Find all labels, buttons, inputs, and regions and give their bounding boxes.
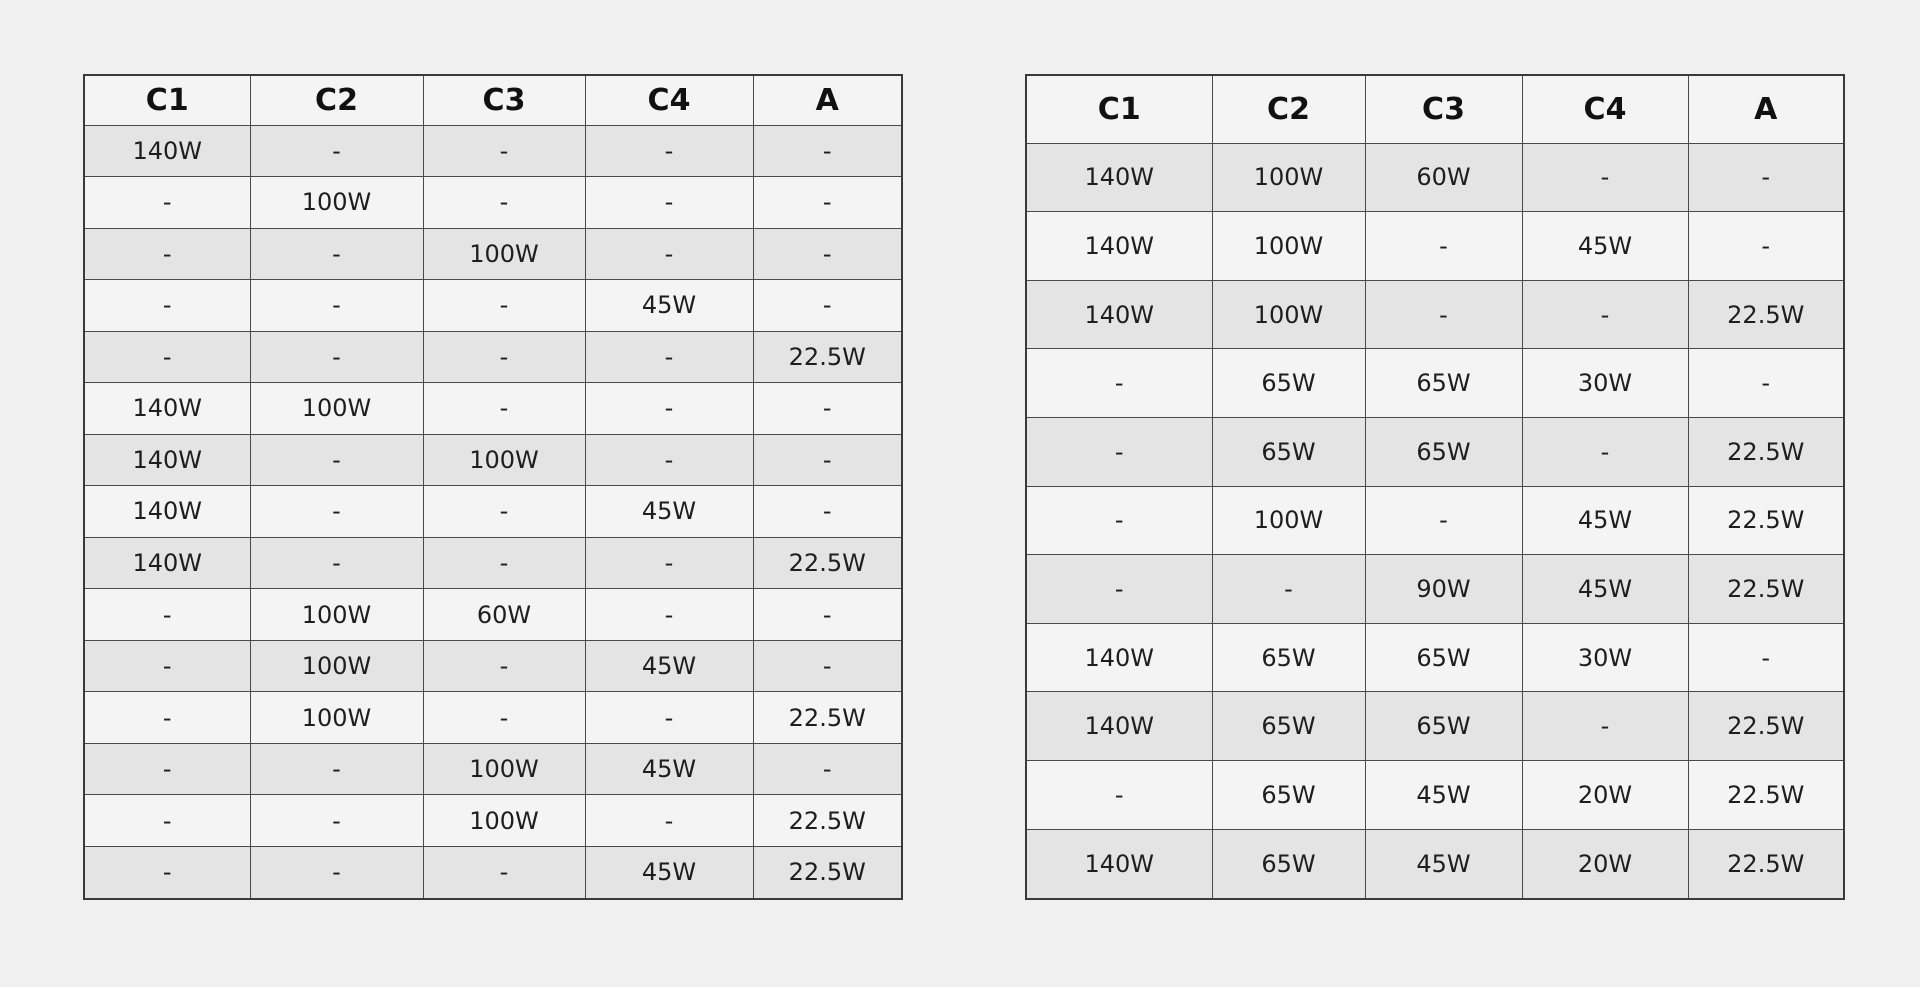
table-cell: 22.5W (1688, 829, 1844, 899)
table-row (84, 640, 902, 692)
table-cell: 45W (1522, 555, 1688, 624)
table-cell: 22.5W (753, 692, 902, 744)
table-cell: - (423, 177, 585, 229)
table-cell: 45W (585, 280, 753, 332)
table-row (84, 743, 902, 795)
table-cell: - (423, 331, 585, 383)
table-cell: - (84, 640, 250, 692)
table-cell: - (1026, 760, 1212, 829)
table-cell: - (585, 537, 753, 589)
table-cell: 65W (1212, 692, 1365, 761)
table-row (84, 434, 902, 486)
column-header-c1: C1 (1026, 75, 1212, 143)
table-row (84, 383, 902, 435)
table-cell: 20W (1522, 829, 1688, 899)
table-cell: - (1522, 143, 1688, 212)
table-row (84, 486, 902, 538)
table-cell: - (753, 434, 902, 486)
table-cell: - (84, 177, 250, 229)
table-cell: 45W (1365, 829, 1522, 899)
table-cell: - (250, 125, 423, 177)
table-cell: 45W (585, 743, 753, 795)
table-cell: - (753, 743, 902, 795)
left-power-table (83, 74, 903, 900)
table-cell: 90W (1365, 555, 1522, 624)
table-cell: 140W (1026, 623, 1212, 692)
table-cell: 100W (1212, 143, 1365, 212)
table-cell: - (753, 177, 902, 229)
table-cell: - (423, 692, 585, 744)
table-cell: 45W (585, 640, 753, 692)
table-cell: 65W (1212, 417, 1365, 486)
table-row (1026, 829, 1844, 899)
table-cell: 100W (250, 383, 423, 435)
table-cell: - (753, 280, 902, 332)
table-cell: - (250, 846, 423, 899)
table-cell: 100W (250, 177, 423, 229)
table-cell: - (585, 331, 753, 383)
table-cell: 22.5W (753, 537, 902, 589)
table-cell: 140W (84, 383, 250, 435)
column-header-c4: C4 (585, 75, 753, 125)
table-cell: 60W (423, 589, 585, 641)
table-cell: - (250, 331, 423, 383)
table-cell: 22.5W (1688, 692, 1844, 761)
table-row (84, 795, 902, 847)
table-cell: 65W (1212, 829, 1365, 899)
table-row (1026, 280, 1844, 349)
table-cell: - (585, 228, 753, 280)
table-cell: 30W (1522, 623, 1688, 692)
table-cell: 22.5W (1688, 555, 1844, 624)
table-cell: 22.5W (753, 846, 902, 899)
table-row (84, 228, 902, 280)
table-row (84, 846, 902, 899)
column-header-a: A (1688, 75, 1844, 143)
table-cell: - (250, 434, 423, 486)
table-cell: - (585, 589, 753, 641)
table-cell: - (753, 383, 902, 435)
table-row (1026, 143, 1844, 212)
table-cell: - (1026, 486, 1212, 555)
table-cell: 140W (1026, 829, 1212, 899)
column-header-c4: C4 (1522, 75, 1688, 143)
table-cell: 65W (1212, 349, 1365, 418)
table-cell: - (585, 125, 753, 177)
table-cell: - (1688, 143, 1844, 212)
table-cell: 140W (84, 486, 250, 538)
table-cell: - (1688, 349, 1844, 418)
table-cell: - (585, 692, 753, 744)
table-cell: 60W (1365, 143, 1522, 212)
table-body (84, 125, 902, 899)
table-cell: 140W (1026, 692, 1212, 761)
table-cell: 22.5W (1688, 486, 1844, 555)
table-cell: 45W (1522, 212, 1688, 281)
table-cell: 65W (1365, 623, 1522, 692)
table-cell: - (753, 486, 902, 538)
table-cell: - (84, 589, 250, 641)
table-cell: - (1688, 623, 1844, 692)
column-header-c3: C3 (423, 75, 585, 125)
table-cell: - (423, 640, 585, 692)
table-cell: - (423, 486, 585, 538)
table-cell: 65W (1365, 692, 1522, 761)
table-cell: 22.5W (1688, 760, 1844, 829)
table-cell: - (423, 846, 585, 899)
table-cell: 100W (423, 434, 585, 486)
table-row (1026, 486, 1844, 555)
table-cell: 22.5W (753, 795, 902, 847)
table-cell: 65W (1212, 760, 1365, 829)
table-row (84, 692, 902, 744)
table-cell: 140W (1026, 280, 1212, 349)
table-cell: - (1026, 555, 1212, 624)
table-cell: - (423, 280, 585, 332)
table-cell: - (753, 640, 902, 692)
table-cell: 100W (1212, 280, 1365, 349)
table-row (84, 177, 902, 229)
header-row (84, 75, 902, 125)
table-cell: - (1688, 212, 1844, 281)
column-header-a: A (753, 75, 902, 125)
table-cell: - (1522, 692, 1688, 761)
table-cell: 22.5W (1688, 280, 1844, 349)
table-row (1026, 349, 1844, 418)
table-cell: - (753, 589, 902, 641)
table-cell: - (423, 125, 585, 177)
table-row (1026, 623, 1844, 692)
table-cell: - (1212, 555, 1365, 624)
table-row (84, 589, 902, 641)
table-cell: - (250, 795, 423, 847)
table-cell: - (753, 228, 902, 280)
table-cell: 100W (1212, 486, 1365, 555)
table-cell: - (84, 228, 250, 280)
table-cell: - (250, 486, 423, 538)
table-cell: 100W (250, 589, 423, 641)
column-header-c3: C3 (1365, 75, 1522, 143)
table-cell: 45W (1522, 486, 1688, 555)
table-cell: 45W (585, 486, 753, 538)
table-cell: 20W (1522, 760, 1688, 829)
table-cell: - (84, 743, 250, 795)
table-cell: 100W (423, 795, 585, 847)
table-cell: 140W (1026, 212, 1212, 281)
table-cell: - (250, 280, 423, 332)
table-cell: 30W (1522, 349, 1688, 418)
header-row (1026, 75, 1844, 143)
table-row (84, 537, 902, 589)
table-row (1026, 692, 1844, 761)
column-header-c2: C2 (250, 75, 423, 125)
table-cell: 22.5W (1688, 417, 1844, 486)
table-cell: 22.5W (753, 331, 902, 383)
table-cell: 45W (1365, 760, 1522, 829)
column-header-c2: C2 (1212, 75, 1365, 143)
table-cell: - (84, 280, 250, 332)
table-cell: - (250, 228, 423, 280)
table-cell: - (423, 537, 585, 589)
table-cell: 100W (250, 640, 423, 692)
table-cell: - (84, 846, 250, 899)
table-cell: - (1522, 417, 1688, 486)
table-row (84, 331, 902, 383)
table-cell: 45W (585, 846, 753, 899)
table-cell: 140W (84, 434, 250, 486)
table-cell: - (1365, 486, 1522, 555)
table-cell: - (1026, 349, 1212, 418)
table-cell: - (1365, 280, 1522, 349)
table-cell: 140W (84, 125, 250, 177)
table-cell: 140W (84, 537, 250, 589)
table-cell: - (1365, 212, 1522, 281)
table-cell: - (1026, 417, 1212, 486)
table-cell: 65W (1365, 417, 1522, 486)
table-row (84, 125, 902, 177)
table-cell: - (585, 434, 753, 486)
table-cell: 100W (423, 743, 585, 795)
table-cell: - (585, 177, 753, 229)
table-cell: 65W (1365, 349, 1522, 418)
table-cell: 100W (1212, 212, 1365, 281)
table-row (1026, 212, 1844, 281)
table-cell: - (1522, 280, 1688, 349)
table-cell: - (84, 692, 250, 744)
table-cell: - (585, 383, 753, 435)
table-row (1026, 555, 1844, 624)
column-header-c1: C1 (84, 75, 250, 125)
table-cell: - (753, 125, 902, 177)
table-cell: - (250, 743, 423, 795)
table-cell: - (423, 383, 585, 435)
right-power-table (1025, 74, 1845, 900)
table-cell: 65W (1212, 623, 1365, 692)
table-cell: - (250, 537, 423, 589)
table-cell: 140W (1026, 143, 1212, 212)
table-cell: - (84, 795, 250, 847)
table-row (1026, 417, 1844, 486)
table-cell: - (84, 331, 250, 383)
table-cell: 100W (250, 692, 423, 744)
table-cell: 100W (423, 228, 585, 280)
table-row (84, 280, 902, 332)
table-body (1026, 143, 1844, 899)
table-row (1026, 760, 1844, 829)
table-cell: - (585, 795, 753, 847)
